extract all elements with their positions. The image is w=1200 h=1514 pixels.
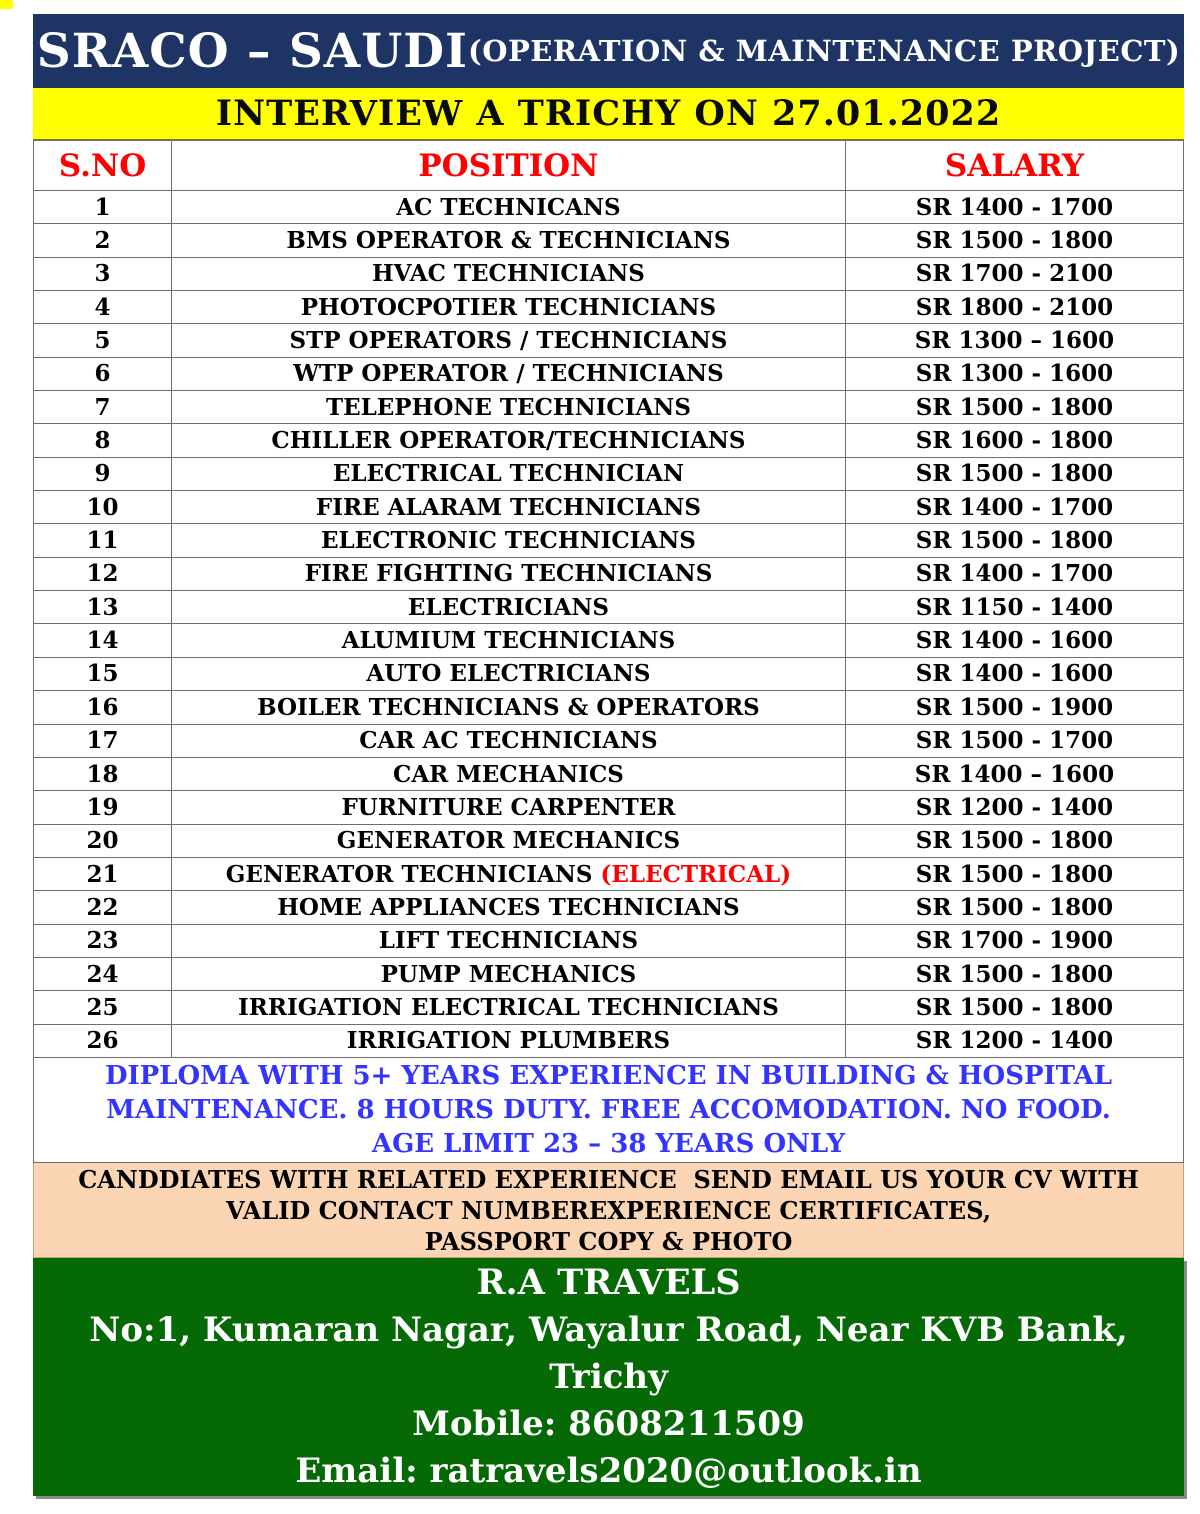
row-position: ALUMIUM TECHNICIANS xyxy=(172,624,846,657)
table-body xyxy=(34,191,1184,1058)
row-sno: 23 xyxy=(34,924,172,957)
row-salary: SR 1300 - 1600 xyxy=(845,357,1183,390)
row-position: ELECTRONIC TECHNICIANS xyxy=(172,524,846,557)
row-sno: 26 xyxy=(34,1024,172,1057)
row-salary: SR 1400 – 1600 xyxy=(845,757,1183,790)
row-sno: 19 xyxy=(34,791,172,824)
row-position: CAR MECHANICS xyxy=(172,757,846,790)
row-sno: 20 xyxy=(34,824,172,857)
row-sno: 13 xyxy=(34,591,172,624)
eligibility-notes xyxy=(33,1058,1184,1163)
table-row xyxy=(34,691,1184,724)
table-row xyxy=(34,424,1184,457)
table-row xyxy=(34,891,1184,924)
row-sno: 7 xyxy=(34,391,172,424)
row-sno: 22 xyxy=(34,891,172,924)
row-position: GENERATOR TECHNICIANS (ELECTRICAL) xyxy=(172,857,846,890)
row-salary: SR 1400 - 1600 xyxy=(845,624,1183,657)
agency-mobile: Mobile: 8608211509 xyxy=(412,1404,805,1444)
row-position: FIRE ALARAM TECHNICIANS xyxy=(172,491,846,524)
row-position: BMS OPERATOR & TECHNICIANS xyxy=(172,224,846,257)
table-row xyxy=(34,591,1184,624)
cv-instructions-line-2: VALID CONTACT NUMBEREXPERIENCE CERTIFICATES, xyxy=(225,1195,992,1225)
table-row xyxy=(34,924,1184,957)
row-position: IRRIGATION ELECTRICAL TECHNICIANS xyxy=(172,991,846,1024)
column-header-sno: S.NO xyxy=(34,141,172,191)
row-salary: SR 1400 - 1700 xyxy=(845,557,1183,590)
eligibility-line-3: AGE LIMIT 23 – 38 YEARS ONLY xyxy=(371,1129,846,1159)
table-row xyxy=(34,1024,1184,1057)
table-row xyxy=(34,391,1184,424)
table-row xyxy=(34,757,1184,790)
corner-artifact xyxy=(0,0,13,9)
column-header-position: POSITION xyxy=(172,141,846,191)
table-row xyxy=(34,257,1184,290)
agency-email: Email: ratravels2020@outlook.in xyxy=(295,1451,922,1491)
row-sno: 2 xyxy=(34,224,172,257)
row-position: HOME APPLIANCES TECHNICIANS xyxy=(172,891,846,924)
row-position: AC TECHNICANS xyxy=(172,191,846,224)
row-sno: 3 xyxy=(34,257,172,290)
table-row xyxy=(34,791,1184,824)
row-salary: SR 1500 - 1800 xyxy=(845,857,1183,890)
table-row xyxy=(34,524,1184,557)
row-position: WTP OPERATOR / TECHNICIANS xyxy=(172,357,846,390)
cv-instructions xyxy=(33,1163,1184,1258)
row-salary: SR 1200 - 1400 xyxy=(845,1024,1183,1057)
row-salary: SR 1500 - 1700 xyxy=(845,724,1183,757)
row-sno: 17 xyxy=(34,724,172,757)
table-header-row xyxy=(34,141,1184,191)
cv-instructions-line-3: PASSPORT COPY & PHOTO xyxy=(424,1226,793,1256)
row-position: LIFT TECHNICIANS xyxy=(172,924,846,957)
row-position: IRRIGATION PLUMBERS xyxy=(172,1024,846,1057)
page-title-bar xyxy=(33,14,1184,88)
row-salary: SR 1800 - 2100 xyxy=(845,291,1183,324)
table-row xyxy=(34,991,1184,1024)
agency-name: R.A TRAVELS xyxy=(476,1262,741,1303)
cv-instructions-line-1: CANDDIATES WITH RELATED EXPERIENCE SEND EMAIL US YOUR CV WITH xyxy=(78,1164,1139,1194)
positions-table xyxy=(33,140,1184,1058)
table-row xyxy=(34,191,1184,224)
poster-sheet xyxy=(33,14,1184,1496)
eligibility-line-1: DIPLOMA WITH 5+ YEARS EXPERIENCE IN BUILDING & HOSPITAL xyxy=(104,1061,1113,1091)
row-sno: 21 xyxy=(34,857,172,890)
row-salary: SR 1500 - 1800 xyxy=(845,824,1183,857)
row-position: HVAC TECHNICIANS xyxy=(172,257,846,290)
row-salary: SR 1500 - 1800 xyxy=(845,957,1183,990)
row-sno: 15 xyxy=(34,657,172,690)
row-salary: SR 1500 - 1900 xyxy=(845,691,1183,724)
row-sno: 12 xyxy=(34,557,172,590)
row-salary: SR 1500 - 1800 xyxy=(845,391,1183,424)
interview-banner xyxy=(33,88,1184,140)
table-row xyxy=(34,624,1184,657)
row-position: STP OPERATORS / TECHNICIANS xyxy=(172,324,846,357)
row-position: FURNITURE CARPENTER xyxy=(172,791,846,824)
row-sno: 24 xyxy=(34,957,172,990)
row-sno: 18 xyxy=(34,757,172,790)
table-row xyxy=(34,457,1184,490)
row-salary: SR 1150 - 1400 xyxy=(845,591,1183,624)
eligibility-line-2: MAINTENANCE. 8 HOURS DUTY. FREE ACCOMODATION. NO FOOD. xyxy=(106,1095,1111,1125)
row-sno: 6 xyxy=(34,357,172,390)
row-salary: SR 1500 - 1800 xyxy=(845,524,1183,557)
row-salary: SR 1500 - 1800 xyxy=(845,224,1183,257)
agency-address-2: Trichy xyxy=(549,1357,668,1397)
row-salary: SR 1400 - 1600 xyxy=(845,657,1183,690)
table-row xyxy=(34,224,1184,257)
row-salary: SR 1700 - 2100 xyxy=(845,257,1183,290)
table-row xyxy=(34,857,1184,890)
row-salary: SR 1200 - 1400 xyxy=(845,791,1183,824)
row-sno: 16 xyxy=(34,691,172,724)
page-subtitle: (OPERATION & MAINTENANCE PROJECT) xyxy=(467,34,1181,68)
row-salary: SR 1600 - 1800 xyxy=(845,424,1183,457)
table-row xyxy=(34,557,1184,590)
row-sno: 8 xyxy=(34,424,172,457)
row-position: CHILLER OPERATOR/TECHNICIANS xyxy=(172,424,846,457)
row-sno: 25 xyxy=(34,991,172,1024)
row-position: GENERATOR MECHANICS xyxy=(172,824,846,857)
table-row xyxy=(34,291,1184,324)
row-salary: SR 1500 - 1800 xyxy=(845,891,1183,924)
row-sno: 1 xyxy=(34,191,172,224)
row-position: PHOTOCPOTIER TECHNICIANS xyxy=(172,291,846,324)
row-salary: SR 1400 - 1700 xyxy=(845,191,1183,224)
row-sno: 14 xyxy=(34,624,172,657)
table-row xyxy=(34,957,1184,990)
row-position: ELECTRICAL TECHNICIAN xyxy=(172,457,846,490)
interview-banner-text: INTERVIEW A TRICHY ON 27.01.2022 xyxy=(215,93,1002,134)
row-sno: 9 xyxy=(34,457,172,490)
row-position: BOILER TECHNICIANS & OPERATORS xyxy=(172,691,846,724)
page-title: SRACO – SAUDI xyxy=(36,23,468,79)
column-header-salary: SALARY xyxy=(845,141,1183,191)
row-salary: SR 1500 - 1800 xyxy=(845,457,1183,490)
row-sno: 10 xyxy=(34,491,172,524)
table-row xyxy=(34,491,1184,524)
table-row xyxy=(34,724,1184,757)
agency-footer xyxy=(33,1258,1184,1496)
row-salary: SR 1300 – 1600 xyxy=(845,324,1183,357)
row-sno: 5 xyxy=(34,324,172,357)
agency-address-1: No:1, Kumaran Nagar, Wayalur Road, Near KVB Bank, xyxy=(89,1310,1128,1350)
table-row xyxy=(34,357,1184,390)
row-position: AUTO ELECTRICIANS xyxy=(172,657,846,690)
row-position: ELECTRICIANS xyxy=(172,591,846,624)
row-position: TELEPHONE TECHNICIANS xyxy=(172,391,846,424)
table-row xyxy=(34,657,1184,690)
row-position: FIRE FIGHTING TECHNICIANS xyxy=(172,557,846,590)
row-sno: 11 xyxy=(34,524,172,557)
row-salary: SR 1500 - 1800 xyxy=(845,991,1183,1024)
row-sno: 4 xyxy=(34,291,172,324)
table-row xyxy=(34,824,1184,857)
row-position: PUMP MECHANICS xyxy=(172,957,846,990)
row-position: CAR AC TECHNICIANS xyxy=(172,724,846,757)
row-position-highlight: (ELECTRICAL) xyxy=(600,860,792,888)
row-salary: SR 1400 - 1700 xyxy=(845,491,1183,524)
row-salary: SR 1700 - 1900 xyxy=(845,924,1183,957)
table-row xyxy=(34,324,1184,357)
